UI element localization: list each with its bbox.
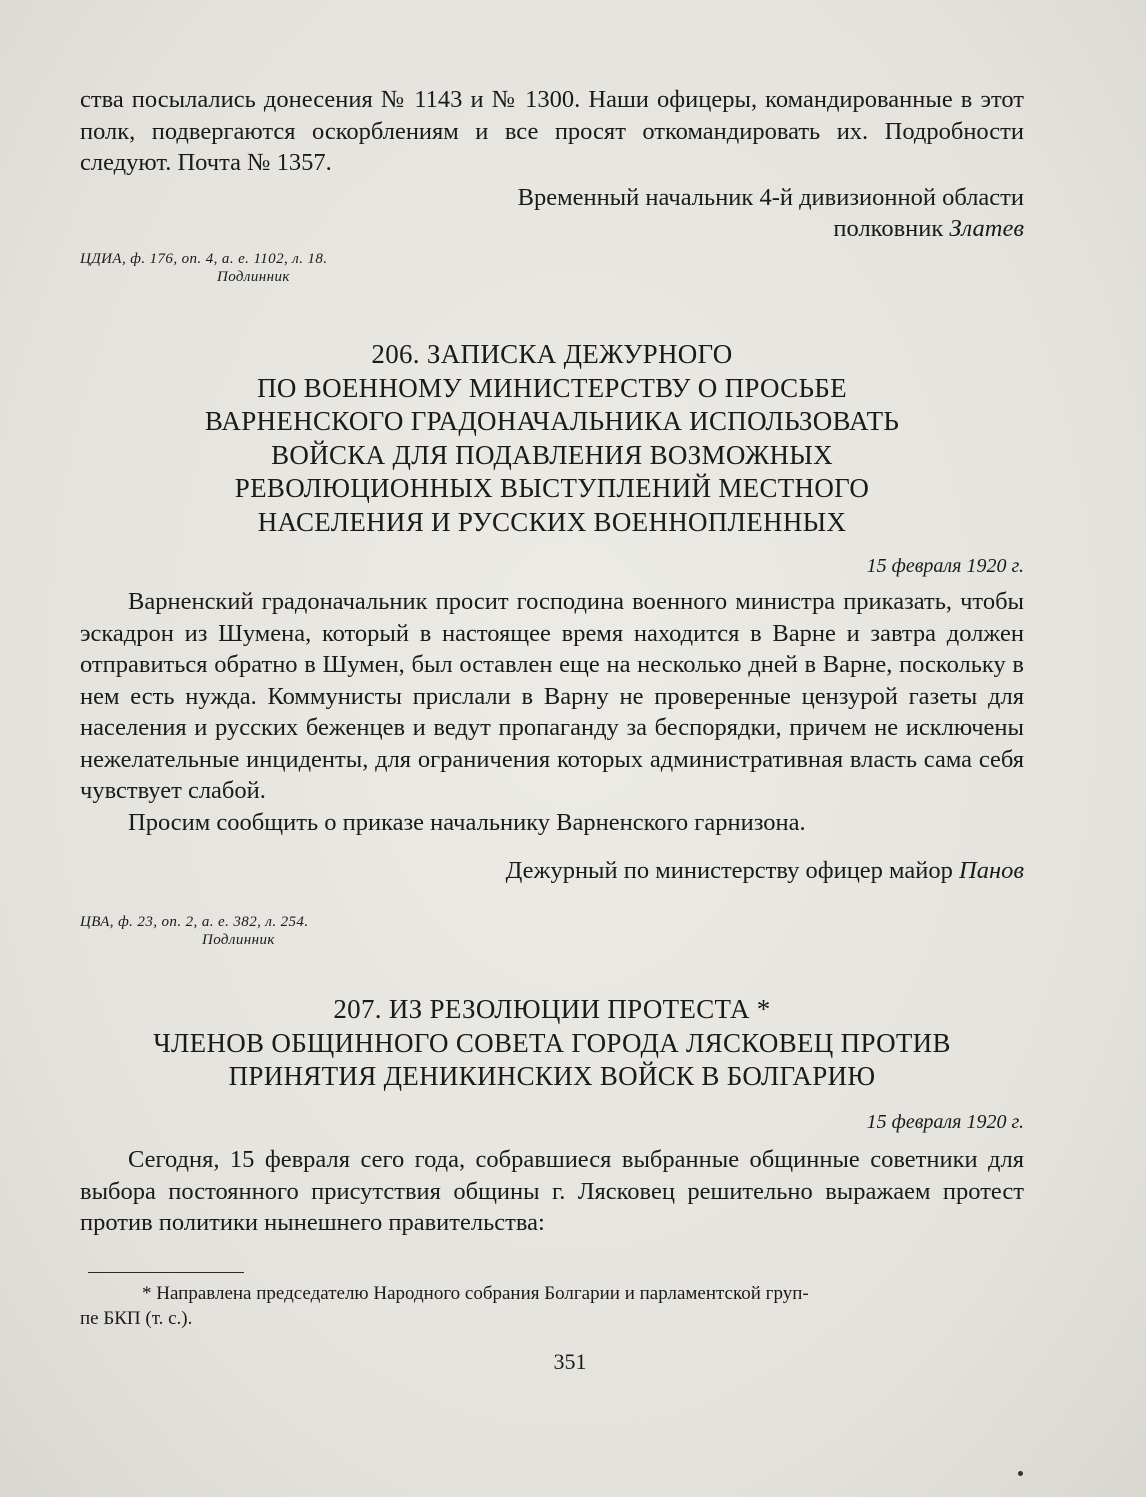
doc-206-body	[80, 586, 1024, 838]
doc-206-heading-line: НАСЕЛЕНИЯ И РУССКИХ ВОЕННОПЛЕННЫХ	[257, 506, 847, 537]
doc-206-heading-line: ВАРНЕНСКОГО ГРАДОНАЧАЛЬНИКА ИСПОЛЬЗОВАТЬ	[204, 406, 900, 436]
doc-207-date: 15 февраля 1920 г.	[866, 1111, 1024, 1133]
archive-2-ref: ЦВА, ф. 23, оп. 2, а. е. 382, л. 254.	[80, 914, 309, 930]
doc-206-signature-position: Дежурный по министерству офицер майор	[505, 857, 960, 884]
continuation-paragraph: ства посылались донесения № 1143 и № 1300. Наши офицеры, командированные в этот полк, подвергаются оскорблениям и все просят откомандировать их. Подробности следуют. Почта № 1357.	[80, 86, 1024, 176]
signature-block-1	[80, 182, 1024, 244]
continuation-block	[80, 84, 1024, 179]
footnote-divider	[88, 1272, 244, 1273]
archive-2-original: Подлинник	[202, 932, 275, 948]
doc-206-date: 15 февраля 1920 г.	[866, 555, 1024, 577]
signature-1-position: Временный начальник 4-й дивизионной области	[517, 184, 1024, 211]
archive-1-ref: ЦДИА, ф. 176, оп. 4, а. е. 1102, л. 18.	[80, 251, 328, 267]
doc-206-heading-line: 206. ЗАПИСКА ДЕЖУРНОГО	[371, 339, 733, 369]
print-speck	[1018, 1471, 1023, 1476]
doc-207-heading-line: 207. ИЗ РЕЗОЛЮЦИИ ПРОТЕСТА *	[333, 994, 771, 1024]
footnote	[80, 1281, 1024, 1331]
doc-207-body	[80, 1144, 1024, 1239]
doc-206-paragraph-1: Варненский градоначальник просит господина военного министра приказать, чтобы эскадрон из Шумена, который в настоящее время находится в Варне и завтра должен отправиться обратно в Шумен, был оставлен еще на несколько дней в Варне, поскольку в нем есть нужда. Коммунисты прислали в Варну не проверенные цензурой газеты для населения и русских беженцев и ведут пропаганду за беспорядки, причем не исключены нежелательные инциденты, для ограничения которых административная власть сама себя чувствует слабой.	[80, 588, 1024, 804]
signature-1-rank: полковник	[833, 215, 950, 242]
doc-206-heading-line: ВОЙСКА ДЛЯ ПОДАВЛЕНИЯ ВОЗМОЖНЫХ	[271, 439, 833, 470]
doc-207-heading	[80, 993, 1024, 1094]
doc-206-heading	[80, 338, 1024, 539]
archive-reference-1	[80, 250, 1024, 286]
doc-206-signature-name: Панов	[959, 857, 1024, 884]
doc-207-paragraph-1: Сегодня, 15 февраля сего года, собравшиеся выбранные общинные советники для выбора постоянного присутствия общины г. Лясковец решительно выражаем протест против политики нынешнего правительства:	[80, 1146, 1024, 1236]
signature-1-name-line	[80, 213, 1024, 244]
footnote-line-1: * Направлена председателю Народного собрания Болгарии и парламентской груп-	[142, 1283, 809, 1304]
doc-206-heading-line: РЕВОЛЮЦИОННЫХ ВЫСТУПЛЕНИЙ МЕСТНОГО	[234, 473, 870, 503]
footnote-line-2: пе БКП (т. с.).	[80, 1308, 193, 1329]
archive-reference-2	[80, 913, 1024, 949]
signature-1-name: Златев	[949, 215, 1024, 242]
archive-1-original: Подлинник	[217, 269, 290, 285]
doc-206-heading-line: ПО ВОЕННОМУ МИНИСТЕРСТВУ О ПРОСЬБЕ	[257, 372, 847, 403]
doc-207-heading-line: ПРИНЯТИЯ ДЕНИКИНСКИХ ВОЙСК В БОЛГАРИЮ	[228, 1061, 876, 1091]
doc-206-signature	[80, 855, 1024, 886]
doc-207-heading-line: ЧЛЕНОВ ОБЩИННОГО СОВЕТА ГОРОДА ЛЯСКОВЕЦ ПРОТИВ	[153, 1027, 951, 1058]
doc-206-paragraph-2: Просим сообщить о приказе начальнику Варненского гарнизона.	[128, 808, 806, 836]
page-number: 351	[553, 1349, 587, 1374]
